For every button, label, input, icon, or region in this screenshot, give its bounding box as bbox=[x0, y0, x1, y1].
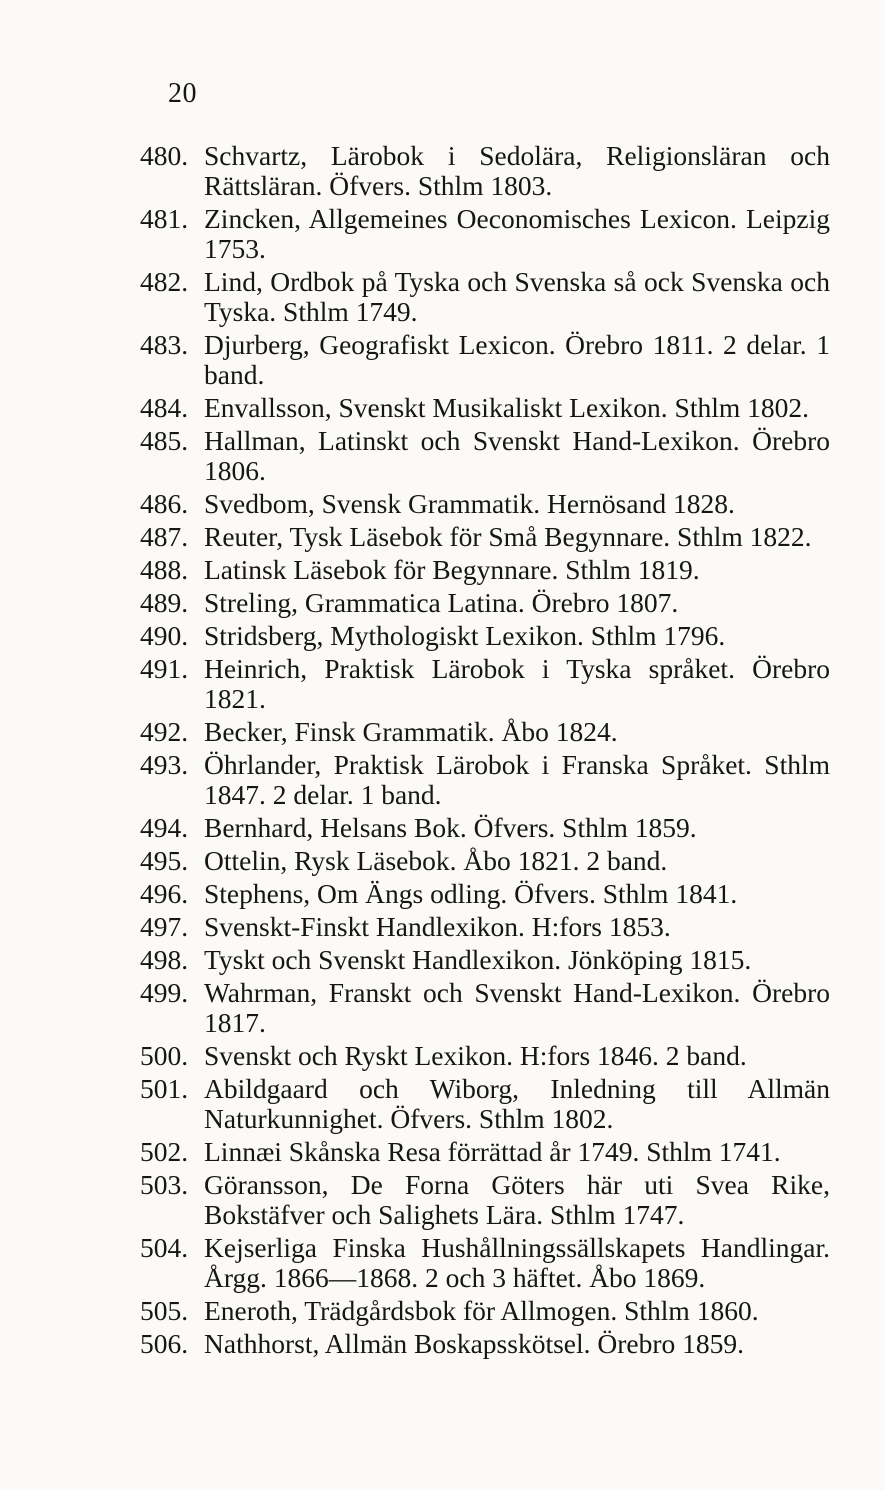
entry-number: 492. bbox=[140, 716, 189, 747]
catalog-entry bbox=[140, 750, 830, 810]
entry-text: Stephens, Om Ängs odling. Öfvers. Sthlm 1841. bbox=[204, 878, 738, 909]
entry-text: Wahrman, Franskt och Svenskt Hand-Lexikon. Örebro 1817. bbox=[204, 977, 830, 1038]
entry-number: 483. bbox=[140, 329, 189, 360]
entry-text: Svedbom, Svensk Grammatik. Hernösand 1828. bbox=[204, 488, 735, 519]
catalog-entry bbox=[140, 945, 830, 975]
catalog-entry bbox=[140, 1233, 830, 1293]
entry-text: Stridsberg, Mythologiskt Lexikon. Sthlm 1796. bbox=[204, 620, 726, 651]
entry-text: Göransson, De Forna Göters här uti Svea Rike, Bokstäfver och Salighets Lära. Sthlm 1747. bbox=[204, 1169, 830, 1230]
entry-number: 493. bbox=[140, 749, 189, 780]
entry-number: 503. bbox=[140, 1169, 189, 1200]
entry-text: Eneroth, Trädgårdsbok för Allmogen. Sthlm 1860. bbox=[204, 1295, 759, 1326]
catalog-entry bbox=[140, 393, 830, 423]
entry-text: Linnæi Skånska Resa förrättad år 1749. Sthlm 1741. bbox=[204, 1136, 781, 1167]
catalog-entry bbox=[140, 621, 830, 651]
catalog-entry bbox=[140, 1329, 830, 1359]
entry-text: Heinrich, Praktisk Lärobok i Tyska språket. Örebro 1821. bbox=[204, 653, 830, 714]
catalog-entry bbox=[140, 846, 830, 876]
entry-number: 505. bbox=[140, 1295, 189, 1326]
entry-number: 482. bbox=[140, 266, 189, 297]
page-number: 20 bbox=[168, 78, 197, 109]
entry-text: Latinsk Läsebok för Begynnare. Sthlm 1819. bbox=[204, 554, 700, 585]
catalog-entry bbox=[140, 654, 830, 714]
entry-number: 481. bbox=[140, 203, 189, 234]
catalog-entry bbox=[140, 141, 830, 201]
entry-number: 490. bbox=[140, 620, 189, 651]
entry-number: 506. bbox=[140, 1328, 189, 1359]
entry-text: Tyskt och Svenskt Handlexikon. Jönköping 1815. bbox=[204, 944, 752, 975]
entry-text: Envallsson, Svenskt Musikaliskt Lexikon. Sthlm 1802. bbox=[204, 392, 810, 423]
entry-text: Bernhard, Helsans Bok. Öfvers. Sthlm 1859. bbox=[204, 812, 697, 843]
catalog-entry bbox=[140, 267, 830, 327]
entry-text: Becker, Finsk Grammatik. Åbo 1824. bbox=[204, 716, 618, 747]
entry-number: 491. bbox=[140, 653, 189, 684]
entry-number: 486. bbox=[140, 488, 189, 519]
entry-number: 487. bbox=[140, 521, 189, 552]
catalog-entry bbox=[140, 879, 830, 909]
entry-text: Svenskt och Ryskt Lexikon. H:fors 1846. 2 band. bbox=[204, 1040, 747, 1071]
entry-text: Kejserliga Finska Hushållningssällskapets Handlingar. Årgg. 1866—1868. 2 och 3 häftet. Åbo 1869. bbox=[204, 1232, 830, 1293]
catalog-entry bbox=[140, 204, 830, 264]
catalog-entry bbox=[140, 489, 830, 519]
entry-number: 496. bbox=[140, 878, 189, 909]
entry-text: Reuter, Tysk Läsebok för Små Begynnare. Sthlm 1822. bbox=[204, 521, 812, 552]
catalog-list bbox=[140, 141, 830, 1362]
entry-text: Streling, Grammatica Latina. Örebro 1807. bbox=[204, 587, 679, 618]
entry-number: 500. bbox=[140, 1040, 189, 1071]
catalog-entry bbox=[140, 813, 830, 843]
catalog-entry bbox=[140, 588, 830, 618]
catalog-entry bbox=[140, 717, 830, 747]
catalog-entry bbox=[140, 1074, 830, 1134]
entry-number: 499. bbox=[140, 977, 189, 1008]
catalog-entry bbox=[140, 1041, 830, 1071]
entry-text: Djurberg, Geografiskt Lexicon. Örebro 1811. 2 delar. 1 band. bbox=[204, 329, 830, 390]
entry-text: Lind, Ordbok på Tyska och Svenska så ock Svenska och Tyska. Sthlm 1749. bbox=[204, 266, 830, 327]
catalog-entry bbox=[140, 426, 830, 486]
entry-text: Svenskt-Finskt Handlexikon. H:fors 1853. bbox=[204, 911, 671, 942]
entry-number: 489. bbox=[140, 587, 189, 618]
catalog-entry bbox=[140, 1170, 830, 1230]
entry-text: Zincken, Allgemeines Oeconomisches Lexicon. Leipzig 1753. bbox=[204, 203, 830, 264]
entry-number: 504. bbox=[140, 1232, 189, 1263]
catalog-entry bbox=[140, 1296, 830, 1326]
entry-number: 494. bbox=[140, 812, 189, 843]
entry-text: Ottelin, Rysk Läsebok. Åbo 1821. 2 band. bbox=[204, 845, 668, 876]
entry-number: 501. bbox=[140, 1073, 189, 1104]
entry-number: 485. bbox=[140, 425, 189, 456]
entry-text: Schvartz, Lärobok i Sedolära, Religionsläran och Rättsläran. Öfvers. Sthlm 1803. bbox=[204, 140, 830, 201]
entry-number: 488. bbox=[140, 554, 189, 585]
entry-number: 484. bbox=[140, 392, 189, 423]
entry-number: 495. bbox=[140, 845, 189, 876]
entry-text: Hallman, Latinskt och Svenskt Hand-Lexikon. Örebro 1806. bbox=[204, 425, 830, 486]
entry-number: 480. bbox=[140, 140, 189, 171]
entry-text: Abildgaard och Wiborg, Inledning till Allmän Naturkunnighet. Öfvers. Sthlm 1802. bbox=[204, 1073, 830, 1134]
catalog-entry bbox=[140, 522, 830, 552]
catalog-entry bbox=[140, 1137, 830, 1167]
entry-text: Nathhorst, Allmän Boskapsskötsel. Örebro 1859. bbox=[204, 1328, 745, 1359]
entry-text: Öhrlander, Praktisk Lärobok i Franska Språket. Sthlm 1847. 2 delar. 1 band. bbox=[204, 749, 830, 810]
entry-number: 502. bbox=[140, 1136, 189, 1167]
catalog-entry bbox=[140, 555, 830, 585]
catalog-entry bbox=[140, 978, 830, 1038]
entry-number: 497. bbox=[140, 911, 189, 942]
catalog-entry bbox=[140, 912, 830, 942]
entry-number: 498. bbox=[140, 944, 189, 975]
catalog-entry bbox=[140, 330, 830, 390]
